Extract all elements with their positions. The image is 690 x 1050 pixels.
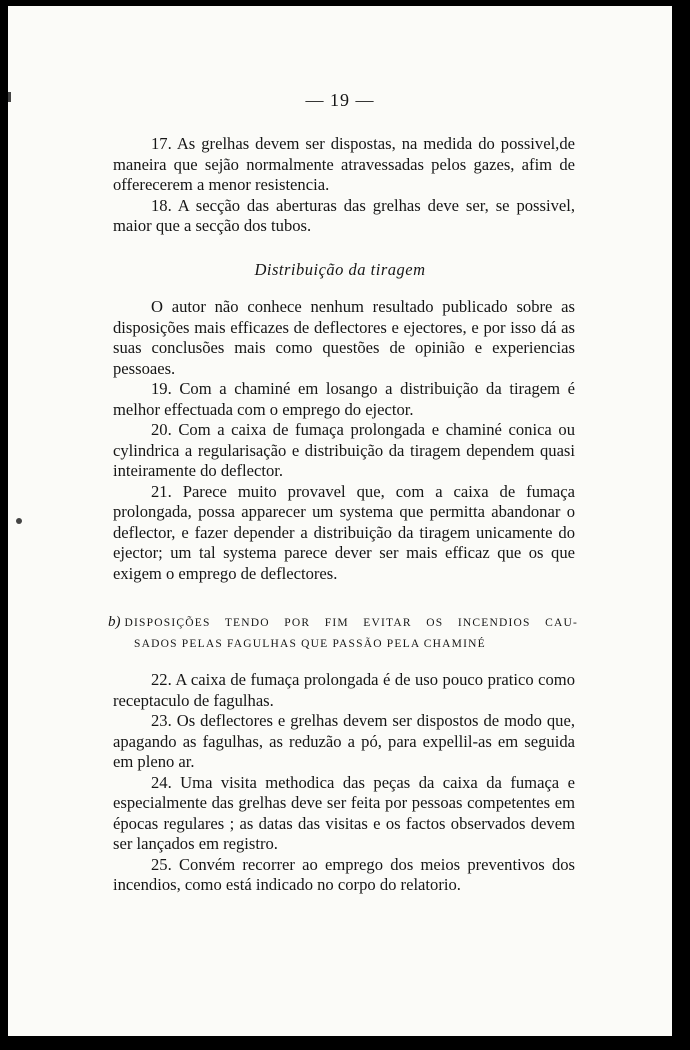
heading-incendios [108,612,578,655]
heading-label: b) [108,614,121,630]
scan-border-right [672,0,690,1050]
section-fagulhas [113,670,575,896]
item-21: 21. Parece muito provavel que, com a caixa de fumaça prolongada, possa apparecer um systema que permitta abandonar o deflector, e fazer depender a distribuição da tiragem unicamente do ejector; um tal systema parece dever ser mais efficaz que os que exigem o emprego de deflectores. [113,481,575,583]
scan-speck [16,518,22,524]
heading-distribuicao-tiragem: Distribuição da tiragem [254,260,426,279]
item-18: 18. A secção das aberturas das grelhas deve ser, se possivel, maior que a secção dos tubos. [113,195,575,235]
heading-incendios-line-1 [108,612,578,634]
item-24: 24. Uma visita methodica das peças da caixa da fumaça e especialmente das grelhas deve ser feita por pessoas competentes em épocas regulares ; as datas das visitas e os factos observados devem ser lançados em registro. [113,772,575,853]
item-23: 23. Os deflectores e grelhas devem ser dispostos de modo que, apagando as fagulhas, as reduzão a pó, para expellil-as em seguida em pleno ar. [113,711,575,771]
heading-incendios-line-2: SADOS PELAS FAGULHAS QUE PASSÃO PELA CHAMINÉ [134,638,486,650]
item-19: 19. Com a chaminé em losango a distribuição da tiragem é melhor effectuada com o emprego do ejector. [113,379,575,419]
paragraph-intro: O autor não conhece nenhum resultado publicado sobre as disposições mais efficazes de deflectores e ejectores, e por isso dá as suas conclusões mais como questões de opinião e experiencias pessoaes. [113,297,575,378]
page-number: — 19 — [305,90,375,110]
section-grelhas [113,134,575,237]
scan-speck [8,92,11,102]
document-page [8,6,672,1036]
item-25: 25. Convém recorrer ao emprego dos meios preventivos dos incendios, como está indicado no corpo do relatorio. [113,854,575,894]
section-tiragem [113,297,575,584]
heading-incendios-text-1: DISPOSIÇÕES TENDO POR FIM EVITAR OS INCENDIOS CAU- [124,617,578,629]
item-22: 22. A caixa de fumaça prolongada é de uso pouco pratico como receptaculo de fagulhas. [113,670,575,710]
item-17: 17. As grelhas devem ser dispostas, na medida do possivel,de maneira que sejão normalmente atravessadas pelos gazes, afim de offerecerem a menor resistencia. [113,134,575,194]
scan-border-bottom [0,1036,690,1050]
item-20: 20. Com a caixa de fumaça prolongada e chaminé conica ou cylindrica a regularisação e distribuição da tiragem dependem quasi inteiramente do deflector. [113,420,575,480]
